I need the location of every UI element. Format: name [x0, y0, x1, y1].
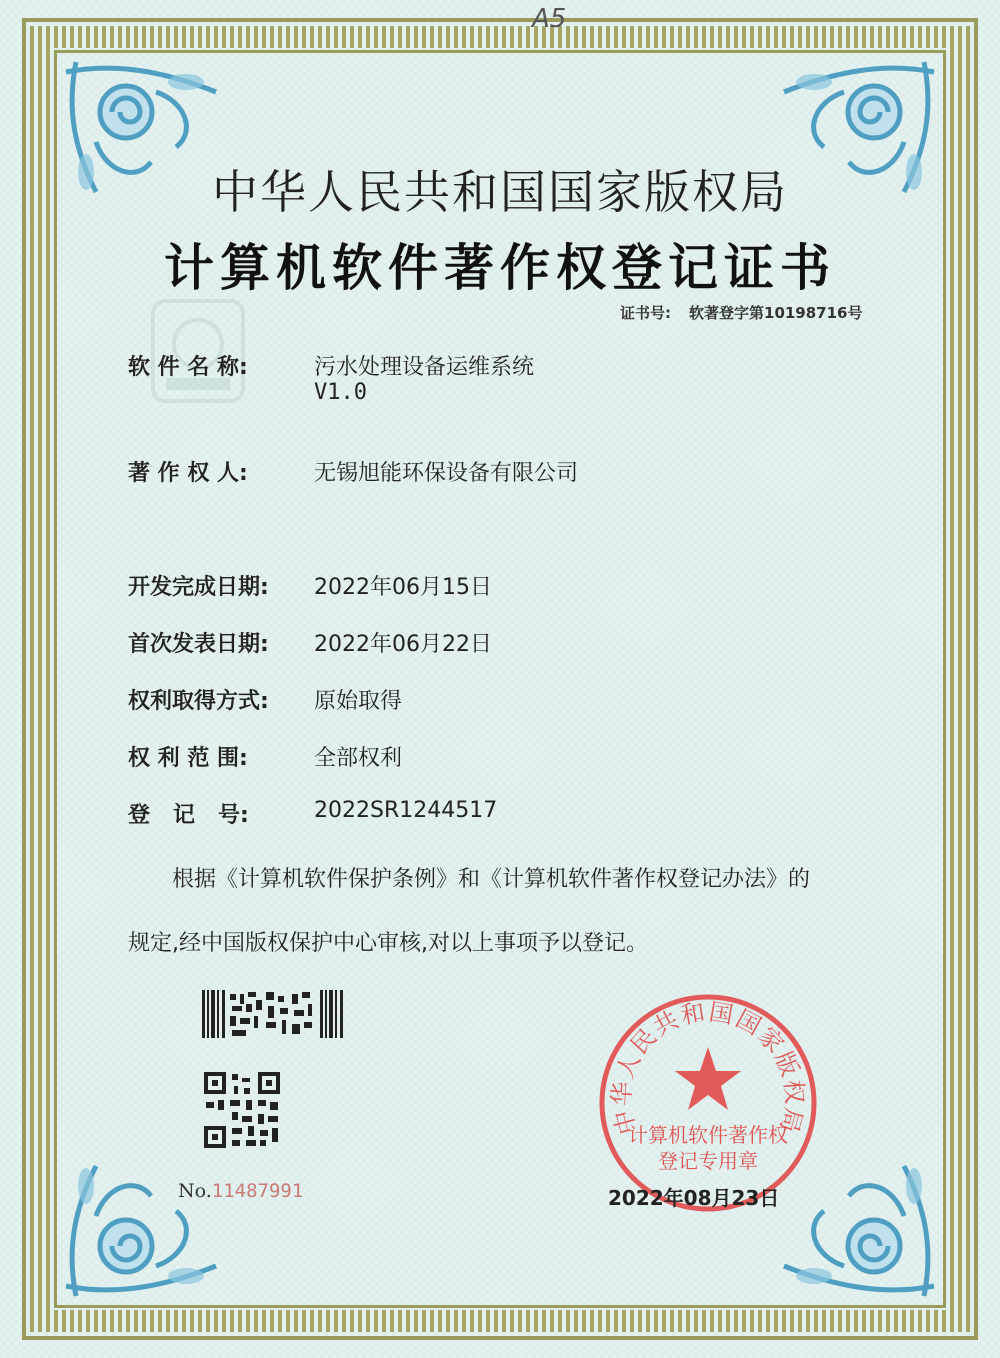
field-rights-acquisition [128, 684, 403, 715]
field-value: 2022SR1244517 [314, 798, 498, 823]
field-value: 全部权利 [314, 746, 403, 771]
serial-number [178, 1180, 303, 1202]
field-copyright-owner [128, 456, 579, 487]
field-label: 登 记 号: [128, 803, 249, 828]
certificate-number-label: 证书号: [620, 304, 671, 322]
certificate-title: 计算机软件著作权登记证书 [164, 239, 836, 297]
serial-prefix: No. [178, 1180, 212, 1202]
seal-line-2: 登记专用章 [658, 1149, 758, 1173]
field-value: 2022年06月15日 [314, 575, 492, 600]
seal-ring-text: 中华人民共和国国家版权局 [607, 997, 809, 1138]
corner-ornament-icon [56, 1156, 226, 1306]
issue-date: 2022年08月23日 [608, 1186, 780, 1210]
seal-line-1: 计算机软件著作权 [628, 1123, 788, 1147]
field-value: 2022年06月22日 [314, 632, 492, 657]
field-label: 开发完成日期: [128, 575, 269, 600]
field-value: 污水处理设备运维系统 [314, 355, 535, 380]
statement-line-1: 根据《计算机软件保护条例》和《计算机软件著作权登记办法》的 [172, 867, 811, 892]
field-dev-complete-date [128, 570, 492, 601]
qr-code-icon [204, 1072, 280, 1148]
field-label: 权利取得方式: [128, 689, 269, 714]
field-label: 软 件 名 称: [128, 355, 248, 380]
field-value: 无锡旭能环保设备有限公司 [314, 461, 579, 486]
field-first-publish-date [128, 627, 492, 658]
field-registration-no [128, 798, 498, 829]
official-seal-icon [597, 992, 819, 1214]
field-value: 原始取得 [314, 689, 403, 714]
handwritten-note: A5 [532, 4, 567, 34]
field-label: 著 作 权 人: [128, 461, 248, 486]
certificate-number [620, 302, 881, 323]
barcode-icon [202, 990, 344, 1038]
issuer-title: 中华人民共和国国家版权局 [212, 165, 788, 219]
statement-line-2: 规定,经中国版权保护中心审核,对以上事项予以登记。 [128, 931, 648, 956]
field-label: 权 利 范 围: [128, 746, 248, 771]
field-label: 首次发表日期: [128, 632, 269, 657]
field-rights-scope [128, 741, 403, 772]
serial-value: 11487991 [211, 1180, 304, 1202]
certificate-number-value: 软著登字第10198716号 [689, 304, 863, 322]
field-software-name [128, 350, 535, 405]
software-version: V1.0 [314, 380, 367, 405]
